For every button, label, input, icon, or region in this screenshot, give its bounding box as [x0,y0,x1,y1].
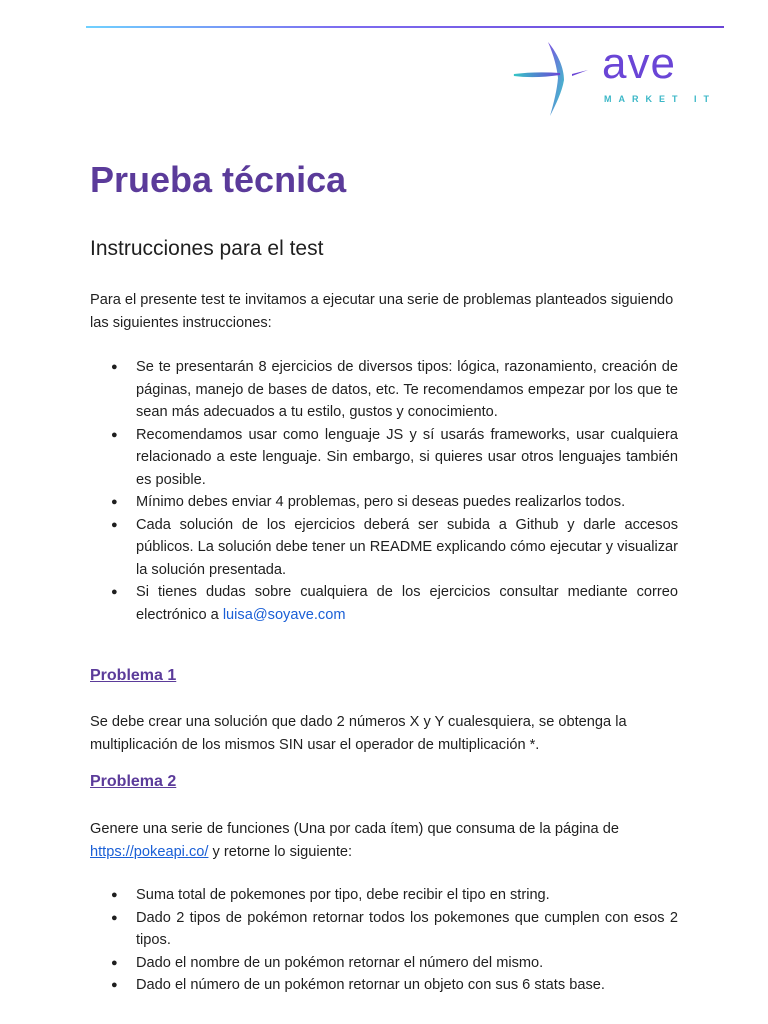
intro-paragraph: Para el presente test te invitamos a ejecutar una serie de problemas planteados siguiendo las siguientes instrucciones: [90,292,674,331]
problem-2-text-after: y retorne lo siguiente: [208,843,353,860]
list-item: ● Se te presentarán 8 ejercicios de diversos tipos: lógica, razonamiento, creación de páginas, manejo de bases de datos, etc. Te recomendamos empezar por los que te sean más adecuados a tu estilo, gustos y conocimiento. [90,356,678,424]
problem-2-text [90,818,686,863]
problem-1-text: Se debe crear una solución que dado 2 números X y Y cualesquiera, se obtenga la multiplicación de los mismos SIN usar el operador de multiplicación *. [90,714,627,753]
ave-logo [510,38,724,122]
list-item: ● Cada solución de los ejercicios deberá ser subida a Github y darle accesos públicos. La solución debe tener un README explicando cómo ejecutar y visualizar la solución presentada. [90,514,678,582]
problem-1-heading: Problema 1 [90,667,177,684]
list-item [90,581,678,626]
list-item: ● Suma total de pokemones por tipo, debe recibir el tipo en string. [90,884,678,907]
section-subtitle: Instrucciones para el test [90,237,324,260]
list-item: ● Dado el nombre de un pokémon retornar el número del mismo. [90,952,678,975]
logo-wordmark: ave [602,39,676,88]
list-item: ● Recomendamos usar como lenguaje JS y sí usarás frameworks, usar cualquiera relacionado a este lenguaje. Sin embargo, si quieres usar otros lenguajes también es posible. [90,424,678,492]
list-item: ● Mínimo debes enviar 4 problemas, pero si deseas puedes realizarlos todos. [90,491,678,514]
list-item: ● Dado el número de un pokémon retornar un objeto con sus 6 stats base. [90,974,678,997]
problem-2-text-before: Genere una serie de funciones (Una por cada ítem) que consuma de la página de [90,821,619,837]
pokeapi-link[interactable]: https://pokeapi.co/ [90,843,209,860]
plane-logo-icon [510,38,594,122]
instructions-list [90,356,678,626]
list-item: ● Dado 2 tipos de pokémon retornar todos los pokemones que cumplen con esos 2 tipos. [90,907,678,952]
problem-2-list [90,884,678,997]
header-rule [86,26,724,28]
contact-email-link[interactable]: luisa@soyave.com [222,606,346,623]
problem-2-heading: Problema 2 [90,773,177,790]
logo-subtitle: MARKET IT [604,94,716,104]
contact-text: Si tienes dudas sobre cualquiera de los ejercicios consultar mediante correo electrónico a [136,584,678,623]
page-title: Prueba técnica [90,159,347,200]
